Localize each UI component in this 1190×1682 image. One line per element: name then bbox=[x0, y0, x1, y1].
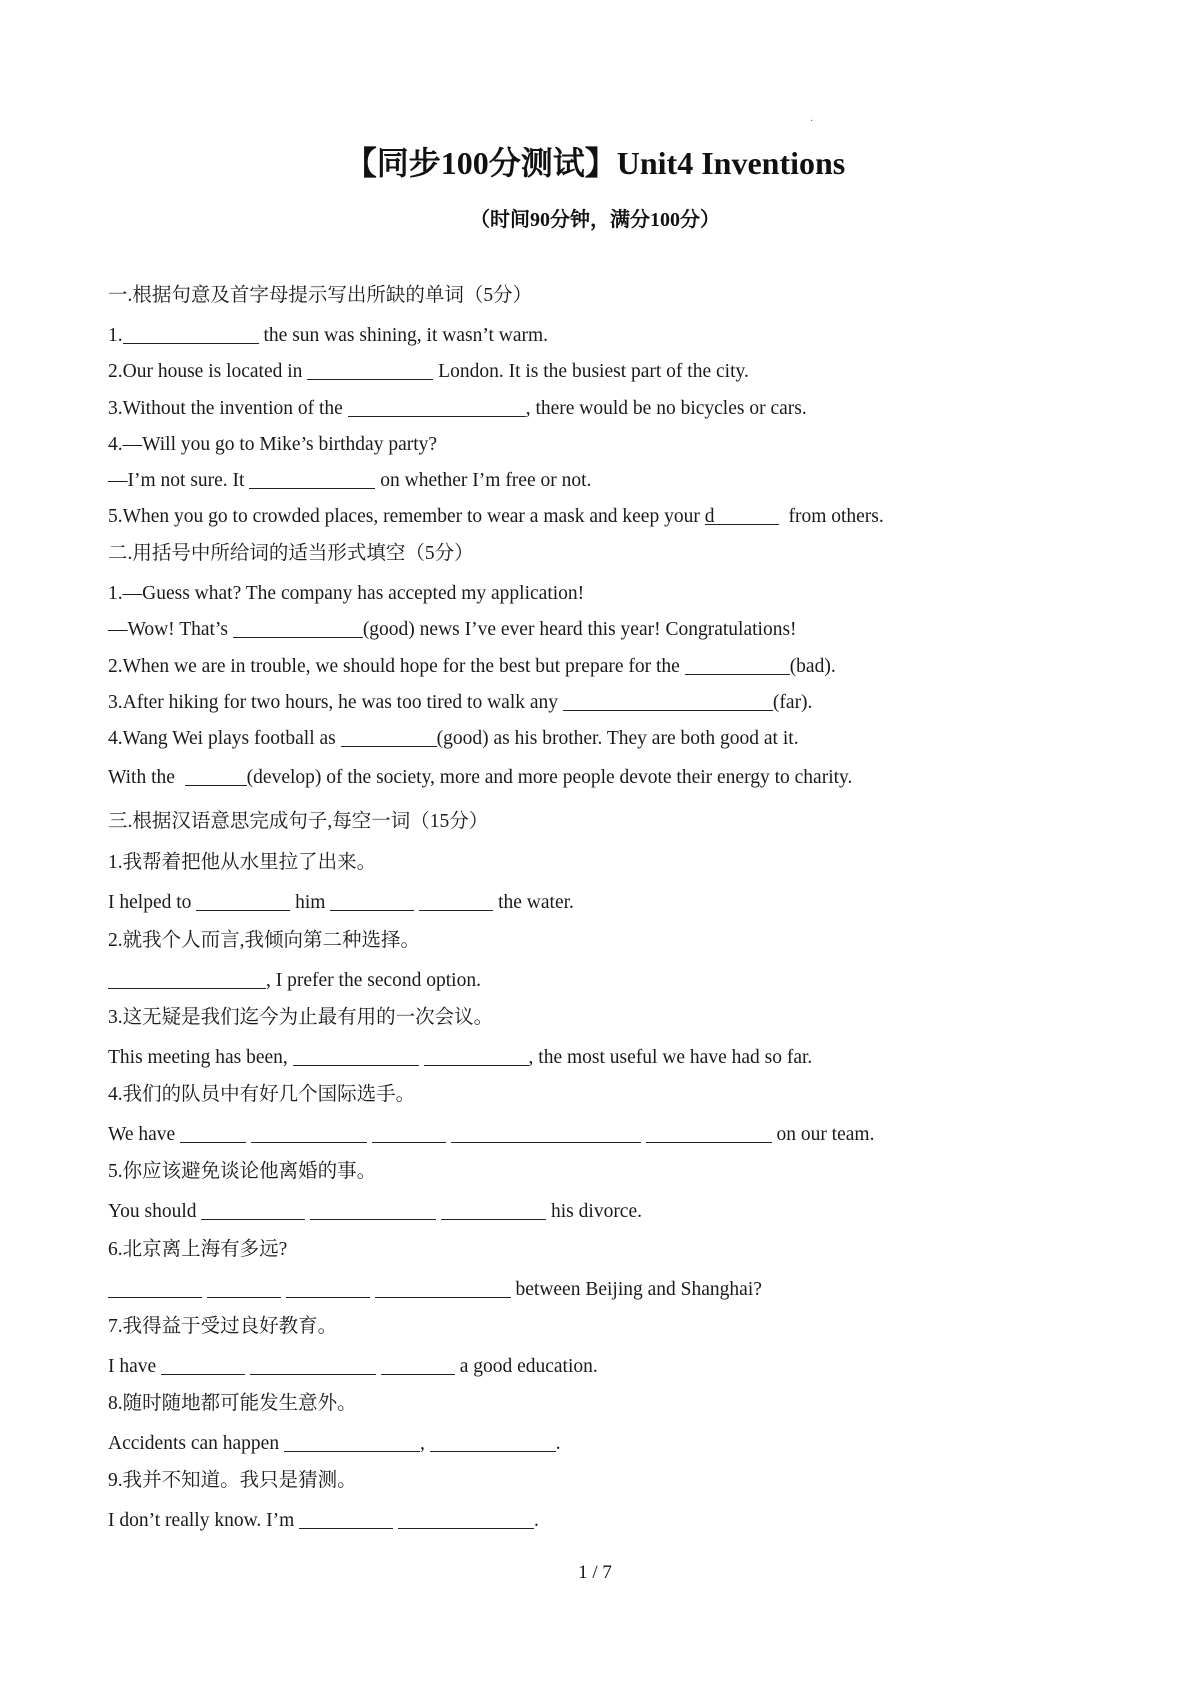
s2-q4: 4.Wang Wei plays football as (good) as his brother. They are both good at it. bbox=[108, 728, 799, 749]
s2-q2: 2.When we are in trouble, we should hope for the best but prepare for the (bad). bbox=[108, 656, 836, 677]
s2-q3: 3.After hiking for two hours, he was too tired to walk any (far). bbox=[108, 692, 813, 713]
s3-q3-chinese: 3.这无疑是我们迄今为止最有用的一次会议。 bbox=[108, 1007, 494, 1028]
blank[interactable] bbox=[441, 1199, 546, 1220]
s3-q2-chinese: 2.就我个人而言,我倾向第二种选择。 bbox=[108, 930, 421, 951]
blank[interactable] bbox=[207, 1277, 281, 1298]
blank[interactable] bbox=[430, 1431, 556, 1452]
s3-q4-english: We have on our team. bbox=[108, 1124, 875, 1145]
blank[interactable] bbox=[108, 968, 266, 989]
s3-q6-english: between Beijing and Shanghai? bbox=[108, 1277, 762, 1303]
blank[interactable] bbox=[284, 1431, 420, 1452]
page-number: 1 / 7 bbox=[578, 1562, 612, 1583]
blank[interactable] bbox=[685, 654, 790, 675]
s3-q4-chinese: 4.我们的队员中有好几个国际选手。 bbox=[108, 1084, 416, 1105]
blank[interactable] bbox=[286, 1277, 370, 1298]
blank[interactable] bbox=[419, 890, 493, 911]
s3-q9-chinese: 9.我并不知道。我只是猜测。 bbox=[108, 1470, 357, 1491]
blank[interactable] bbox=[249, 468, 375, 489]
blank[interactable] bbox=[293, 1045, 419, 1066]
blank[interactable] bbox=[310, 1199, 436, 1220]
s1-q4-answer: —I’m not sure. It on whether I’m free or not. bbox=[108, 470, 592, 491]
blank[interactable] bbox=[201, 1199, 305, 1220]
s1-q3: 3.Without the invention of the , there would be no bicycles or cars. bbox=[108, 398, 807, 419]
blank[interactable] bbox=[451, 1122, 641, 1143]
page-subtitle: （时间90分钟，满分100分） bbox=[470, 209, 720, 231]
blank[interactable]: d bbox=[705, 504, 779, 525]
s2-q1-answer: —Wow! That’s (good) news I’ve ever heard this year! Congratulations! bbox=[108, 619, 797, 640]
s1-q2: 2.Our house is located in London. It is the busiest part of the city. bbox=[108, 361, 749, 382]
s3-q5-chinese: 5.你应该避免谈论他离婚的事。 bbox=[108, 1161, 377, 1182]
section1-heading: 一.根据句意及首字母提示写出所缺的单词（5分） bbox=[108, 285, 533, 306]
s3-q9-english: I don’t really know. I’m . bbox=[108, 1510, 539, 1531]
blank[interactable] bbox=[108, 1277, 202, 1298]
s3-q5-english: You should his divorce. bbox=[108, 1201, 642, 1222]
s2-q1-question: 1.—Guess what? The company has accepted my application! bbox=[108, 583, 585, 604]
blank[interactable] bbox=[348, 396, 526, 417]
blank[interactable] bbox=[375, 1277, 511, 1298]
blank[interactable] bbox=[307, 359, 433, 380]
s3-q6-chinese: 6.北京离上海有多远? bbox=[108, 1239, 288, 1260]
s3-q2-english: , I prefer the second option. bbox=[108, 968, 481, 994]
blank[interactable] bbox=[233, 617, 363, 638]
s1-q4-question: 4.—Will you go to Mike’s birthday party? bbox=[108, 434, 438, 455]
blank[interactable] bbox=[251, 1122, 367, 1143]
blank[interactable] bbox=[161, 1354, 245, 1375]
blank[interactable] bbox=[180, 1122, 246, 1143]
blank[interactable] bbox=[563, 690, 773, 711]
blank[interactable] bbox=[381, 1354, 455, 1375]
s2-q5: With the (develop) of the society, more and more people devote their energy to charity. bbox=[108, 767, 853, 788]
blank[interactable] bbox=[330, 890, 414, 911]
blank[interactable] bbox=[250, 1354, 376, 1375]
s3-q1-english: I helped to him the water. bbox=[108, 892, 574, 913]
s3-q8-chinese: 8.随时随地都可能发生意外。 bbox=[108, 1393, 357, 1414]
blank[interactable] bbox=[185, 765, 247, 786]
s3-q8-english: Accidents can happen , . bbox=[108, 1433, 561, 1454]
s1-q1: 1. the sun was shining, it wasn’t warm. bbox=[108, 325, 549, 346]
blank[interactable] bbox=[299, 1508, 393, 1529]
s3-q3-english: This meeting has been, , the most useful we have had so far. bbox=[108, 1047, 813, 1068]
blank[interactable] bbox=[196, 890, 290, 911]
blank[interactable] bbox=[398, 1508, 534, 1529]
blank[interactable] bbox=[424, 1045, 529, 1066]
section2-heading: 二.用括号中所给词的适当形式填空（5分） bbox=[108, 543, 474, 564]
blank[interactable] bbox=[646, 1122, 772, 1143]
page-title: 【同步100分测试】Unit4 Inventions bbox=[344, 145, 846, 181]
blank[interactable] bbox=[341, 726, 437, 747]
s3-q7-english: I have a good education. bbox=[108, 1356, 598, 1377]
blank[interactable] bbox=[123, 323, 259, 344]
blank[interactable] bbox=[372, 1122, 446, 1143]
s3-q7-chinese: 7.我得益于受过良好教育。 bbox=[108, 1316, 338, 1337]
section3-heading: 三.根据汉语意思完成句子,每空一词（15分） bbox=[108, 811, 489, 832]
s1-q5: 5.When you go to crowded places, remember to wear a mask and keep your d from others. bbox=[108, 506, 884, 527]
s3-q1-chinese: 1.我帮着把他从水里拉了出来。 bbox=[108, 852, 377, 873]
decorative-dot: · bbox=[810, 116, 814, 127]
